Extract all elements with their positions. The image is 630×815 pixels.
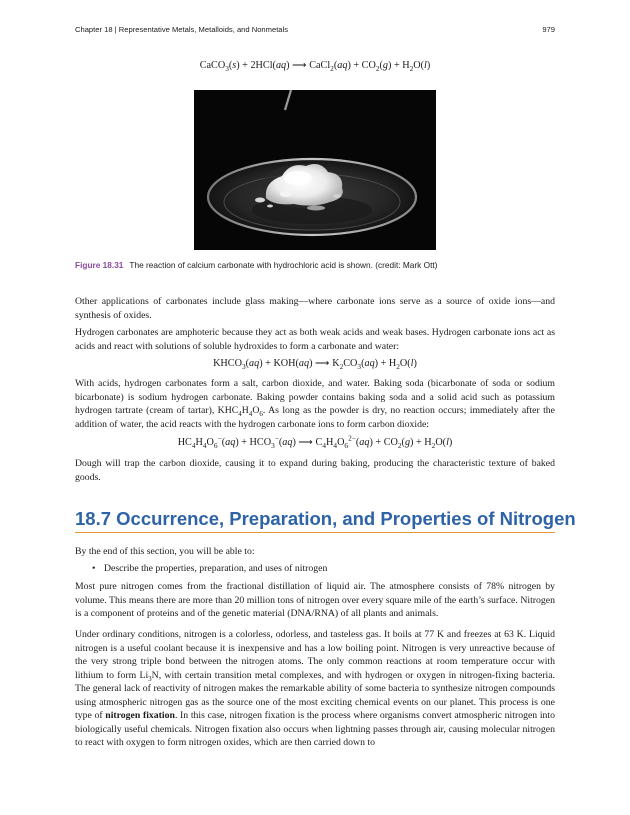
figure-caption-text: The reaction of calcium carbonate with hydrochloric acid is shown. (credit: Mark Ott) [129,260,438,270]
page-number: 979 [542,25,555,34]
equation-tartrate-bicarbonate: $HC_4H_4O_6^-(aq) + HCO_3^-(aq)$ ⟶ $C_4H_4O_6^{2-}(aq) + CO_2(g) + H_2O(l)$ [177,433,453,451]
chapter-title: Chapter 18 | Representative Metals, Metalloids, and Nonmetals [75,25,289,34]
paragraph-hydrogen-carbonates: Hydrogen carbonates are amphoteric because they act as both weak acids and weak bases. Hydrogen carbonate ions act as acids and react with solutions of soluble hydroxides to form a carbonate and water: [75,327,555,352]
paragraph-carbonate-applications: Other applications of carbonates include glass making—where carbonate ions serve as a source of oxide ions—and synthesis of oxides. [75,296,555,321]
paragraph-nitrogen-properties: Under ordinary conditions, nitrogen is a colorless, odorless, and tasteless gas. It boils at 77 K and freezes at 63 K. Liquid nitrogen is a useful coolant because it is inexpensive and has a low boiling point. Nitrogen is very unreactive because of the very strong triple bond between the nitrogen atoms. The only common reactions at room temperature occur with lithium to form $Li_3N$, with certain transition metal complexes, and with hydrogen or oxygen in nitrogen-fixing bacteria. The general lack of reactivity of nitrogen makes the remarkable ability of some bacteria to synthesize nitrogen compounds using atmospheric nitrogen gas as the source one of the most exciting chemical events on our planet. This process is one type of nitrogen fixation. In this case, nitrogen fixation is the process where organisms convert atmospheric nitrogen into biologically useful chemicals. Nitrogen fixation also occurs when lightning passes through air, causing molecular nitrogen to react with oxygen to form nitrogen oxides, which are then carried down to [75,629,555,748]
key-term-nitrogen-fixation: nitrogen fixation [105,710,175,721]
running-header [75,25,555,34]
equation-khco3-koh: $KHCO_3(aq) + KOH(aq)$ ⟶ $K_2CO_3(aq) + H_2O(l)$ [213,358,417,372]
figure-label: Figure 18.31 [75,260,124,270]
section-heading-rule [75,532,555,533]
paragraph-baking-soda: With acids, hydrogen carbonates form a salt, carbon dioxide, and water. Baking soda (bicarbonate of soda or sodium bicarbonate) is sodium hydrogen carbonate. Baking powder contains baking soda and a solid acid such as potassium hydrogen tartrate (cream of tartar), $KHC_4H_4O_6$. As long as the powder is dry, no reaction occurs; immediately after the addition of water, the acid reacts with the hydrogen carbonate ions to form carbon dioxide: [75,378,555,430]
learning-objectives-intro: By the end of this section, you will be able to: [75,546,255,557]
equation-caco3-hcl: CaCO$_3$(s) + 2HCl(aq) ⟶ CaCl$_2$(aq) + $CO_2(g) + H_2O(l)$ [199,60,431,74]
learning-objective-item: • Describe the properties, preparation, and uses of nitrogen [92,563,328,574]
figure-caption [75,260,555,270]
paragraph-nitrogen-sources: Most pure nitrogen comes from the fractional distillation of liquid air. The atmosphere consists of 78% nitrogen by volume. This means there are more than 20 million tons of nitrogen over every square mile of the earth’s surface. Nitrogen is a component of proteins and of the genetic material (DNA/RNA) of all plants and animals. [75,581,555,619]
watch-glass-reaction-image [194,90,436,250]
reaction-photo [194,90,436,250]
paragraph-dough: Dough will trap the carbon dioxide, causing it to expand during baking, producing the characteristic texture of baked goods. [75,458,555,483]
section-heading: 18.7 Occurrence, Preparation, and Properties of Nitrogen [75,508,576,529]
bullet-icon: • [92,563,96,574]
